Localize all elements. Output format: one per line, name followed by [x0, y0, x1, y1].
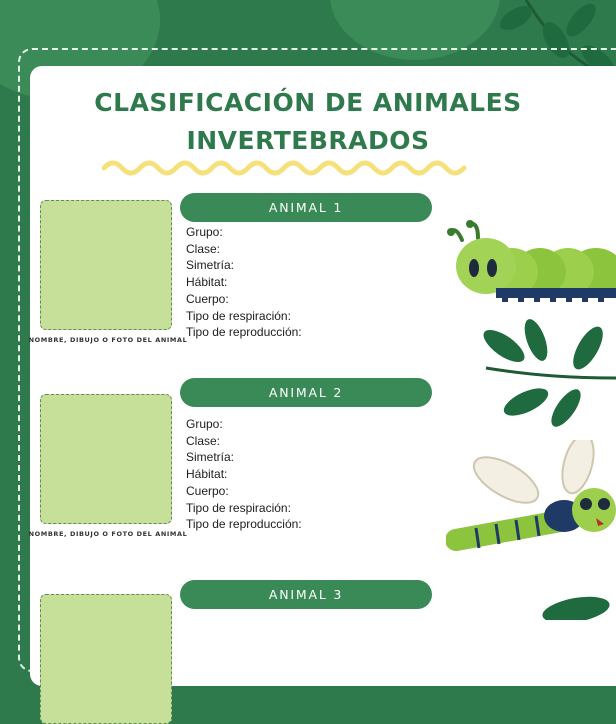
field-simetria: Simetría:: [186, 258, 235, 273]
animal-1-header: ANIMAL 1: [180, 193, 432, 222]
field-clase: Clase:: [186, 241, 221, 256]
field-grupo: Grupo:: [186, 225, 223, 239]
animal-1-fields: [186, 224, 302, 341]
field-respiracion: Tipo de respiración:: [186, 308, 291, 323]
field-respiracion: Tipo de respiración:: [186, 500, 291, 515]
field-reproduccion: Tipo de reproducción:: [186, 517, 302, 532]
field-cuerpo: Cuerpo:: [186, 483, 229, 498]
animal-1-photo-box[interactable]: [40, 200, 172, 330]
page-title-line2: INVERTEBRADOS: [186, 126, 430, 155]
animal-3-header: ANIMAL 3: [180, 580, 432, 609]
animal-2-header: ANIMAL 2: [180, 378, 432, 407]
animal-2-photo-caption: NOMBRE, DIBUJO O FOTO DEL ANIMAL: [28, 530, 188, 538]
page-title: [0, 84, 616, 160]
field-habitat: Hábitat:: [186, 275, 228, 290]
page-title-line1: CLASIFICACIÓN DE ANIMALES: [94, 88, 522, 117]
animal-1-photo-caption: NOMBRE, DIBUJO O FOTO DEL ANIMAL: [28, 336, 188, 344]
leaf-icon: [536, 580, 616, 620]
field-reproduccion: Tipo de reproducción:: [186, 325, 302, 340]
wavy-divider: [102, 158, 470, 178]
field-clase: Clase:: [186, 433, 221, 448]
animal-2-fields: [186, 416, 302, 533]
animal-3-photo-box[interactable]: [40, 594, 172, 724]
field-simetria: Simetría:: [186, 450, 235, 465]
caterpillar-icon: [446, 220, 616, 310]
leaf-branch-icon: [476, 318, 616, 428]
field-grupo: Grupo:: [186, 417, 223, 431]
animal-2-photo-box[interactable]: [40, 394, 172, 524]
dragonfly-icon: [446, 440, 616, 580]
field-cuerpo: Cuerpo:: [186, 291, 229, 306]
field-habitat: Hábitat:: [186, 467, 228, 482]
